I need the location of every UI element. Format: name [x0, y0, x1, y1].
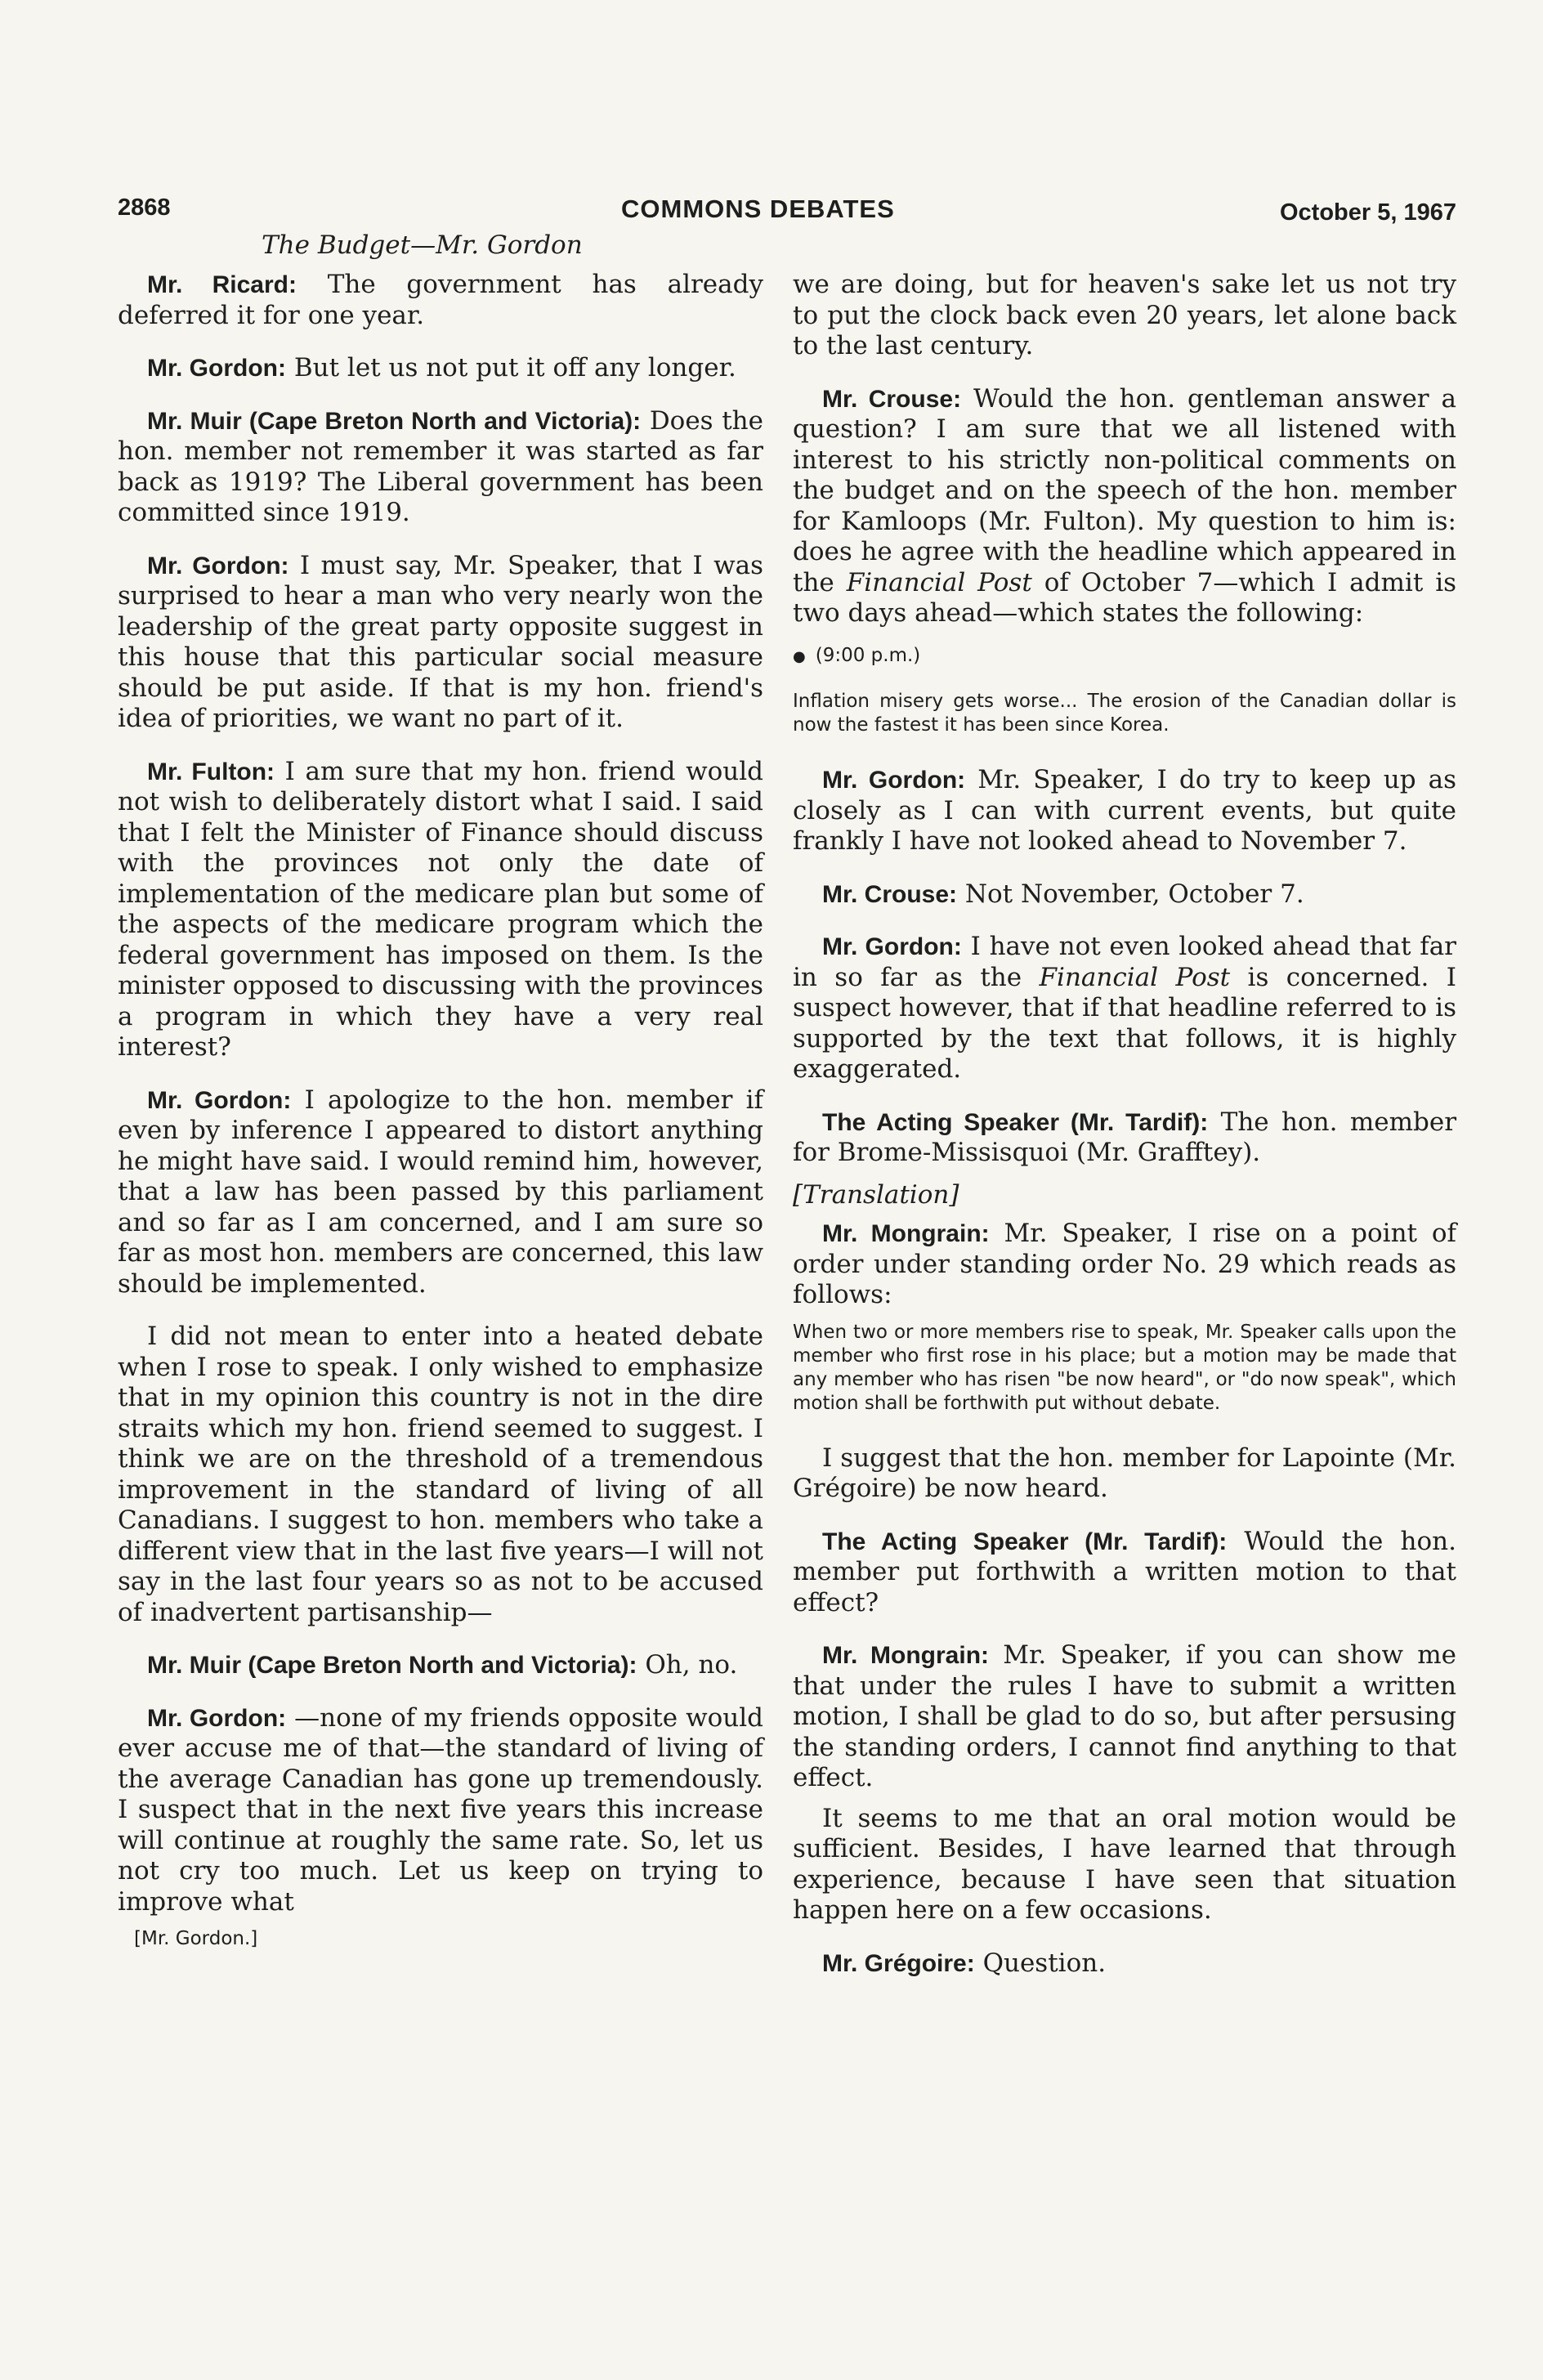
speech-paragraph: [793, 384, 1456, 629]
speech-text: But let us not put it off any longer.: [293, 353, 736, 382]
speech-text: Oh, no.: [645, 1650, 738, 1680]
page-date: October 5, 1967: [1280, 199, 1456, 226]
speech-text: I am sure that my hon. friend would not wish to deliberately distort what I said. I said that I felt the Minister of Finance should discuss with the provinces not only the date of implementation of the medicare plan but some of the aspects of the medicare program which the federal government has imposed on them. Is the minister opposed to discussing with the provinces a program in which they have a very real interest?: [118, 756, 764, 1062]
speech-paragraph: [793, 765, 1456, 857]
speaker-name: The Acting Speaker (Mr. Tardif):: [822, 1108, 1209, 1136]
speech-text: Would the hon. member put forthwith a written motion to that effect?: [793, 1526, 1456, 1617]
speech-paragraph: [793, 879, 1456, 910]
speaker-name: Mr. Ricard:: [147, 271, 297, 298]
quoted-standing-order: When two or more members rise to speak, Mr. Speaker calls upon the member who first rose in his place; but a motion may be made that any member who has risen "be now heard", or "do now speak", which motion shall be forthwith put without debate.: [793, 1321, 1456, 1414]
speech-paragraph: [793, 932, 1456, 1085]
running-title: COMMONS DEBATES: [621, 195, 895, 223]
publication-title: Financial Post: [846, 567, 1032, 597]
speech-paragraph: [118, 1650, 763, 1681]
speech-text: is concerned. I suspect however, that if that headline referred to is supported by the text that follows, it is highly exaggerated.: [793, 962, 1456, 1084]
speaker-name: Mr. Grégoire:: [822, 1949, 975, 1977]
publication-title: Financial Post: [1039, 962, 1231, 992]
speaker-name: Mr. Mongrain:: [822, 1220, 990, 1247]
speech-paragraph: [793, 1219, 1456, 1311]
page-number: 2868: [118, 195, 171, 221]
speech-paragraph: It seems to me that an oral motion would be sufficient. Besides, I have learned that through experience, because I have seen that situation happen here on a few occasions.: [793, 1803, 1456, 1925]
speech-paragraph: [793, 1527, 1456, 1619]
speech-paragraph: [118, 757, 763, 1063]
speech-paragraph: [118, 551, 763, 735]
speech-text: The government has already deferred it for one year.: [118, 270, 763, 330]
speech-paragraph: [118, 406, 763, 529]
speech-text: Question.: [982, 1948, 1107, 1978]
speech-paragraph: [793, 1107, 1456, 1169]
speech-paragraph: [118, 1703, 763, 1918]
speech-text: I must say, Mr. Speaker, that I was surprised to hear a man who very nearly won the leadership of the great party opposite suggest in this house that this particular social measure should be put aside. If that is my hon. friend's idea of priorities, we want no part of it.: [118, 550, 764, 733]
speaker-name: Mr. Gordon:: [147, 1704, 287, 1732]
speech-text: Does the hon. member not remember it was started as far back as 1919? The Liberal government has been committed since 1919.: [118, 405, 763, 527]
speaker-name: The Acting Speaker (Mr. Tardif):: [822, 1528, 1228, 1555]
speaker-name: Mr. Muir (Cape Breton North and Victoria):: [147, 407, 642, 435]
speech-paragraph: [793, 1640, 1456, 1794]
section-subtitle: The Budget—Mr. Gordon: [262, 230, 583, 260]
speech-text: of October 7—which I admit is two days ahead—which states the following:: [793, 567, 1457, 628]
speech-text: Would the hon. gentleman answer a question? I am sure that we all listened with interest to his strictly non-political comments on the budget and on the speech of the hon. member for Kamloops (Mr. Fulton). My question to him is: does he agree with the headline which appeared in the: [793, 383, 1456, 597]
speech-paragraph: we are doing, but for heaven's sake let us not try to put the clock back even 20 years, let alone back to the last century.: [793, 270, 1456, 360]
time-stamp: ● (9:00 p.m.): [793, 644, 921, 666]
speech-paragraph: I did not mean to enter into a heated debate when I rose to speak. I only wished to emphasize that in my opinion this country is not in the dire straits which my hon. friend seemed to suggest. I think we are on the threshold of a tremendous improvement in the standard of living of all Canadians. I suggest to hon. members who take a different view that in the last five years—I will not say in the last four years so as not to be accused of inadvertent partisanship—: [118, 1322, 763, 1627]
quoted-headline: Inflation misery gets worse... The erosion of the Canadian dollar is now the fastest it has been since Korea.: [793, 691, 1456, 736]
speech-paragraph: [118, 270, 763, 331]
speech-text: I apologize to the hon. member if even by inference I appeared to distort anything he might have said. I would remind him, however, that a law has been passed by this parliament and so far as I am concerned, and I am sure so far as most hon. members are concerned, this law should be implemented.: [118, 1085, 763, 1299]
translation-marker: [Translation]: [793, 1179, 959, 1210]
speaker-name: Mr. Gordon:: [822, 933, 962, 960]
speaker-name: Mr. Muir (Cape Breton North and Victoria):: [147, 1652, 637, 1679]
speech-text: Mr. Speaker, if you can show me that under the rules I have to submit a written motion, I shall be glad to do so, but after persusing the standing orders, I cannot find anything to that effect.: [793, 1640, 1457, 1792]
speech-text: —none of my friends opposite would ever accuse me of that—the standard of living of the average Canadian has gone up tremendously. I suspect that in the next five years this increase will continue at roughly the same rate. So, let us not cry too much. Let us keep on trying to improve what: [118, 1702, 764, 1917]
speaker-name: Mr. Gordon:: [147, 355, 286, 382]
speaker-attribution: [Mr. Gordon.]: [134, 1928, 258, 1949]
speech-text: Not November, October 7.: [964, 879, 1304, 909]
speech-text: I have not even looked ahead that far in so far as the: [793, 932, 1456, 992]
speaker-name: Mr. Gordon:: [147, 552, 289, 579]
speaker-name: Mr. Crouse:: [822, 385, 962, 413]
speech-text: Mr. Speaker, I rise on a point of order under standing order No. 29 which reads as follows:: [793, 1219, 1456, 1309]
right-column: [793, 270, 1456, 2001]
speaker-name: Mr. Crouse:: [822, 880, 958, 908]
speaker-name: Mr. Gordon:: [147, 1086, 292, 1114]
speaker-name: Mr. Gordon:: [822, 767, 966, 794]
bullet-icon: ●: [793, 647, 806, 665]
speaker-name: Mr. Fulton:: [147, 758, 275, 785]
speech-paragraph: [793, 1948, 1456, 1980]
speech-paragraph: [118, 353, 763, 384]
speech-paragraph: [118, 1085, 763, 1300]
left-column: [118, 270, 763, 1955]
speech-text: The hon. member for Brome-Missisquoi (Mr. Grafftey).: [793, 1107, 1457, 1167]
speaker-name: Mr. Mongrain:: [822, 1642, 990, 1669]
speech-text: Mr. Speaker, I do try to keep up as closely as I can with current events, but quite frankly I have not looked ahead to November 7.: [793, 765, 1457, 856]
speech-paragraph: I suggest that the hon. member for Lapointe (Mr. Grégoire) be now heard.: [793, 1443, 1456, 1503]
